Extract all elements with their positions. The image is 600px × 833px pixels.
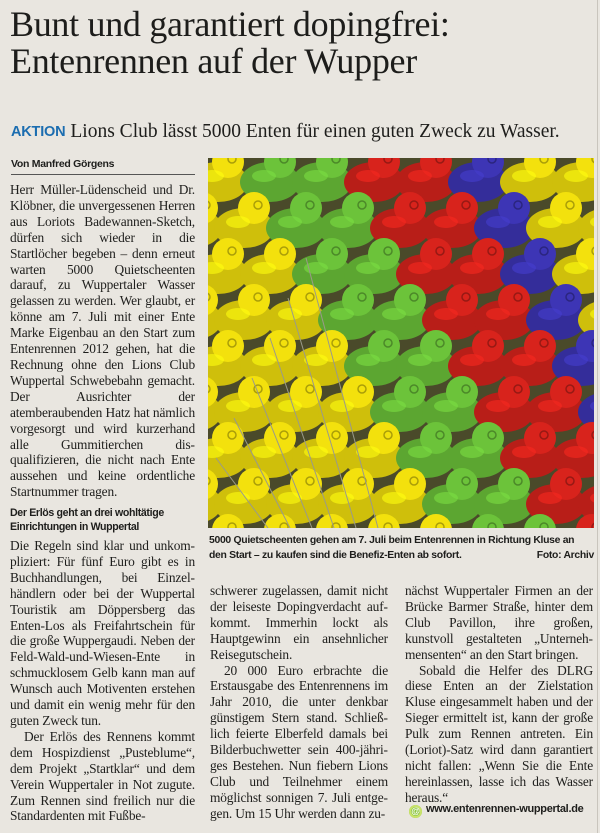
paragraph-company-ducks: nächst Wuppertaler Firmen an der Brücke Barmer Straße, hinter dem Club Pavillon, ihre großen, kunstvoll gestalteten „Unternehmensenten“ an den Start bringen.: [405, 583, 593, 662]
rubber-duck: [208, 422, 248, 478]
website-link[interactable]: www.entenrennen-wuppertal.de: [426, 803, 584, 815]
byline: Von Manfred Görgens: [11, 158, 195, 175]
column-left-top: [10, 182, 195, 500]
kicker-label: AKTION: [11, 124, 66, 140]
page-edge-line: [597, 0, 598, 833]
paragraph-2010: 20 000 Euro erbrachte die Erstausgabe des Entenrennens im Jahr 2010, die unter denkbar günstigem Stern stand. Schließlich feierte Elberfeld damals bei Bilderbuchwetter sein 400-jähriges Bestehen. Nun fiebern Lions Club und Teilnehmer einem möglichst sonnigen 7. Juli entgegen. Um 15 Uhr werden dann zu-: [210, 662, 388, 821]
column-right: [405, 583, 593, 806]
paragraph-proceeds: Der Erlös des Rennens kommt dem Hospizdienst „Pusteblume“, dem Projekt „Startklar“ und dem Verein Wuppertaler in Not zugute. Zum Rennen sind freilich nur die Standardenten mit Fußbe-: [10, 728, 195, 824]
column-middle: [210, 583, 388, 822]
rubber-duck: [208, 330, 248, 386]
photo-credit: Foto: Archiv: [536, 550, 594, 561]
rubber-ducks-illustration: [208, 158, 594, 528]
website-reference: [409, 801, 595, 817]
headline-line-1: Bunt und garantiert dopingfrei:: [10, 4, 450, 44]
paragraph-rules: Die Regeln sind klar und unkompliziert: Für fünf Euro gibt es in Buchhandlungen, bei Einzelhändlern oder bei der Wuppertal Touristik am Döppersberg das Enten-Los als Freifahrtschein für die große Wuppergaudi. Neben der Feld-Wald-und-Wiesen-Ente in schmucklosem Gelb kann man auf Wunsch auch Motiventen erstehen und damit ein wenig mehr für den guten Zweck tun.: [10, 538, 195, 728]
subheadline: [11, 121, 596, 144]
article-photo-rubber-ducks: [208, 158, 594, 528]
at-sign-icon: @: [409, 805, 422, 818]
rubber-duck: [208, 238, 248, 294]
paragraph-continued: schwerer zugelassen, damit nicht der leiseste Dopingverdacht aufkommt. Immerhin lockt als Hauptgewinn ein ansehnlicher Reisegutschein.: [210, 583, 388, 662]
headline-line-2: Entenrennen auf der Wupper: [10, 41, 417, 81]
paragraph-finish: Sobald die Helfer des DLRG diese Enten an der Zielstation Kluse eingesammelt haben und der Sieger ermittelt ist, kann der große Pulk zum Rennen antreten. Ein (Loriot)-Satz wird dann garantiert nicht fallen: „Wenn Sie die Ente hereinlassen, lasse ich das Wasser heraus.“: [405, 662, 593, 805]
subheadline-text: Lions Club lässt 5000 Enten für einen guten Zweck zu Wasser.: [70, 121, 560, 142]
headline: [10, 6, 595, 80]
interheadline: Der Erlös geht an drei wohltätige Einrichtungen in Wuppertal: [10, 507, 164, 533]
intro-paragraph: Herr Müller-Lüdenscheid und Dr. Klöbner, die unvergessenen Herren aus Loriots Badewannen-Sketch, dürfen sich wieder in die Startlöcher begeben – denn erneut warten 5000 Quietscheenten darauf, zu Wuppertaler Wasser gelassen zu werden. Wer glaubt, er könne am 7. Juli mit einer Ente Marke Eigenbau an den Start zum Entenrennen 2012 gehen, hat die Rechnung ohne den Lions Club Wuppertal Schwebebahn gemacht. Der Ausrichter der atemberaubenden Hatz hat nämlich vorgesorgt und wird kurzerhand alle Gummitierchen disqualifizieren, die nicht nach Ente aussehen und keine ordentliche Startnummer tragen.: [10, 182, 195, 500]
photo-caption: [209, 533, 594, 563]
caption-text: 5000 Quietscheenten gehen am 7. Juli beim Entenrennen in Richtung Kluse an den Start – zu kaufen sind die Benefiz-Enten ab sofort.: [209, 535, 575, 561]
column-left-bottom: [10, 538, 195, 824]
